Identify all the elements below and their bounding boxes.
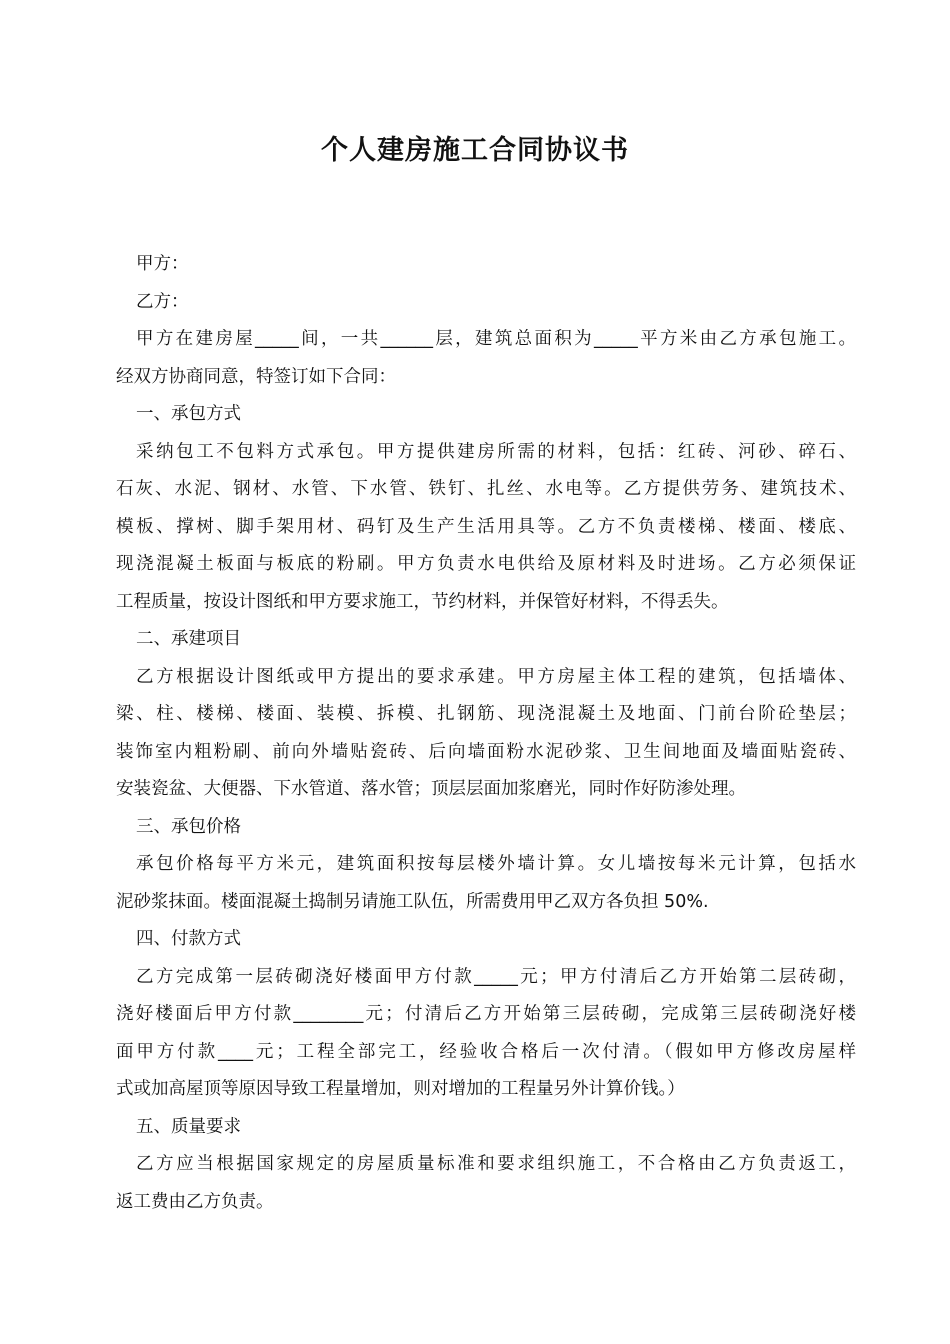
paragraph-line: 承包价格每平方米元，建筑面积按每层楼外墙计算。女儿墙按每米元计算，包括水 xyxy=(136,854,856,874)
intro-line: 经双方协商同意，特签订如下合同： xyxy=(116,366,396,387)
section-heading: 二、承建项目 xyxy=(136,629,241,649)
document-title: 个人建房施工合同协议书 xyxy=(321,135,629,166)
paragraph-line: 模板、撑树、脚手架用材、码钉及生产生活用具等。乙方不负责楼梯、楼面、楼底、 xyxy=(116,516,856,537)
paragraph-line: 乙方完成第一层砖砌浇好楼面甲方付款_____元；甲方付清后乙方开始第二层砖砌， xyxy=(136,966,856,987)
paragraph-line: 乙方根据设计图纸或甲方提出的要求承建。甲方房屋主体工程的建筑，包括墙体、 xyxy=(136,666,856,687)
paragraph-line: 式或加高屋顶等原因导致工程量增加，则对增加的工程量另外计算价钱。） xyxy=(116,1079,685,1099)
paragraph-line: 安装瓷盆、大便器、下水管道、落水管；顶层层面加浆磨光，同时作好防渗处理。 xyxy=(116,779,746,799)
intro-line: 甲方在建房屋_____间，一共______层，建筑总面积为_____平方米由乙方承包施工。 xyxy=(136,329,856,349)
paragraph-line: 工程质量，按设计图纸和甲方要求施工，节约材料，并保管好材料，不得丢失。 xyxy=(116,591,729,612)
paragraph-line: 现浇混凝土板面与板底的粉刷。甲方负责水电供给及原材料及时进场。乙方必须保证 xyxy=(116,554,856,574)
party-a-line: 甲方： xyxy=(136,254,189,274)
paragraph-line: 乙方应当根据国家规定的房屋质量标准和要求组织施工，不合格由乙方负责返工， xyxy=(136,1154,856,1174)
paragraph-line: 采纳包工不包料方式承包。甲方提供建房所需的材料，包括：红砖、河砂、碎石、 xyxy=(136,441,856,462)
section-heading: 三、承包价格 xyxy=(136,816,241,837)
paragraph-line: 面甲方付款____元；工程全部完工，经验收合格后一次付清。（假如甲方修改房屋样 xyxy=(116,1041,856,1062)
section-heading: 四、付款方式 xyxy=(136,929,241,949)
section-heading: 五、质量要求 xyxy=(136,1116,241,1137)
paragraph-line: 泥砂浆抹面。楼面混凝土捣制另请施工队伍，所需费用甲乙双方各负担 50%. xyxy=(116,891,709,912)
paragraph-line: 装饰室内粗粉刷、前向外墙贴瓷砖、后向墙面粉水泥砂浆、卫生间地面及墙面贴瓷砖、 xyxy=(116,741,856,762)
paragraph-line: 返工费由乙方负责。 xyxy=(116,1191,274,1212)
party-b-line: 乙方： xyxy=(136,291,189,312)
section-heading: 一、承包方式 xyxy=(136,404,241,424)
paragraph-line: 石灰、水泥、钢材、水管、下水管、铁钉、扎丝、水电等。乙方提供劳务、建筑技术、 xyxy=(116,479,856,499)
document-body xyxy=(116,246,856,1221)
paragraph-line: 浇好楼面后甲方付款________元；付清后乙方开始第三层砖砌，完成第三层砖砌浇好楼 xyxy=(116,1004,856,1024)
paragraph-line: 梁、柱、楼梯、楼面、装模、拆模、扎钢筋、现浇混凝土及地面、门前台阶砼垫层； xyxy=(116,704,856,724)
